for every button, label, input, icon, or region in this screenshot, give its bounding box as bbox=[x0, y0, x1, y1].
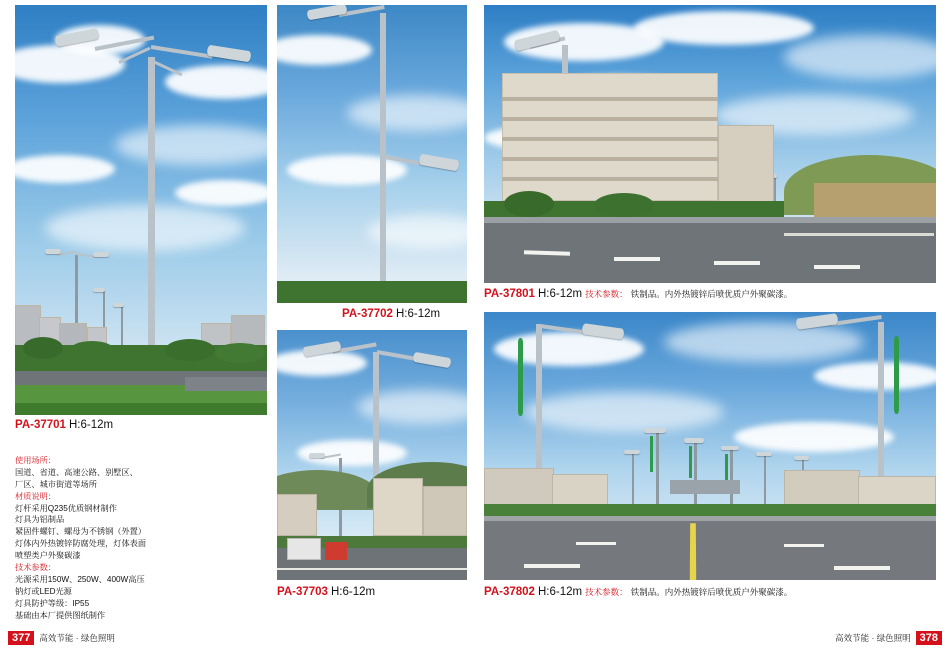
spec-section2-line-0: 灯杆采用Q235优质钢材制作 bbox=[15, 503, 117, 513]
decorative-green-fin-left bbox=[518, 338, 523, 416]
product-size: H:6-12m bbox=[538, 586, 583, 598]
earth-slope bbox=[814, 183, 936, 217]
spec-section2-line-4: 喷塑类户外聚碳漆 bbox=[15, 551, 81, 561]
product-photo-pa-37703 bbox=[277, 330, 467, 580]
vehicle bbox=[287, 538, 321, 560]
page-number-right: 378 bbox=[916, 631, 942, 645]
specification-block bbox=[15, 455, 265, 621]
spec-section1-line-0: 国道、省道、高速公路、别墅区、 bbox=[15, 467, 138, 477]
caption-pa-37702 bbox=[342, 308, 440, 320]
lamp-head-far bbox=[309, 453, 325, 458]
spec-section1-title: 使用场所： bbox=[15, 456, 56, 465]
lamp-head-far bbox=[721, 446, 739, 450]
caption-pa-37701 bbox=[15, 419, 113, 431]
caption-pa-37801 bbox=[484, 288, 792, 300]
building-floor-line bbox=[502, 97, 718, 101]
overpass-sign bbox=[670, 480, 740, 494]
spec-section3-line-1: 钠灯或LED光源 bbox=[15, 586, 72, 596]
product-code: PA-37702 bbox=[342, 308, 393, 320]
hedge bbox=[15, 403, 267, 415]
product-photo-pa-37802 bbox=[484, 312, 936, 580]
product-code: PA-37801 bbox=[484, 288, 535, 300]
building-floor-line bbox=[502, 117, 718, 121]
building bbox=[373, 478, 423, 536]
road-line bbox=[277, 568, 467, 570]
vehicle bbox=[325, 542, 347, 560]
spec-section2-line-1: 灯具为铝制品 bbox=[15, 515, 65, 525]
cloud bbox=[814, 362, 936, 390]
spec-section3-title: 技术参数： bbox=[15, 563, 56, 573]
cloud bbox=[734, 422, 894, 452]
footer-text-left: 高效节能 · 绿色照明 bbox=[39, 632, 115, 643]
lamp-head-far bbox=[756, 452, 772, 456]
product-code: PA-37802 bbox=[484, 586, 535, 598]
road-line bbox=[834, 566, 890, 570]
spec-section1-line-1: 厂区、城市街道等场所 bbox=[15, 479, 97, 489]
building bbox=[718, 125, 774, 203]
product-code: PA-37703 bbox=[277, 586, 328, 598]
tree bbox=[594, 193, 654, 217]
lamp-head-far bbox=[93, 252, 109, 257]
road-far bbox=[185, 377, 267, 391]
spec-section2-line-3: 灯体内外热镀锌防腐处理，灯体表面 bbox=[15, 539, 147, 549]
building-floor-line bbox=[502, 137, 718, 141]
lamp-head-far bbox=[624, 450, 640, 454]
tree-line bbox=[277, 281, 467, 303]
curb bbox=[484, 217, 936, 223]
building bbox=[277, 494, 317, 536]
road-line bbox=[814, 265, 860, 269]
tree bbox=[504, 191, 554, 217]
cloud bbox=[45, 205, 245, 251]
product-size: H:6-12m bbox=[69, 419, 114, 431]
product-photo-pa-37702 bbox=[277, 5, 467, 303]
cloud bbox=[524, 392, 724, 432]
product-photo-pa-37701 bbox=[15, 5, 267, 415]
spec-section2-line-2: 紧固件螺钉、螺母为不锈钢（外置） bbox=[15, 527, 147, 537]
tech-spec-text: 铁制品。内外热镀锌后喷优质户外聚碳漆。 bbox=[630, 289, 793, 299]
cloud bbox=[175, 180, 267, 206]
lamp-head-far bbox=[45, 249, 61, 254]
spec-section3-line-0: 光源采用150W、250W、400W高压 bbox=[15, 574, 145, 584]
caption-pa-37802 bbox=[484, 586, 792, 598]
curb bbox=[484, 516, 936, 521]
cloud bbox=[664, 322, 864, 362]
road-line bbox=[784, 544, 824, 547]
footer-text-right: 高效节能 · 绿色照明 bbox=[835, 632, 911, 643]
road-line bbox=[524, 564, 580, 568]
tree bbox=[215, 343, 265, 363]
spec-section2-title: 材质说明： bbox=[15, 491, 56, 501]
road-line bbox=[784, 233, 934, 236]
decorative-green-fin bbox=[689, 446, 692, 478]
product-size: H:6-12m bbox=[396, 308, 441, 320]
lamp-head-far bbox=[684, 438, 704, 443]
decorative-green-fin bbox=[650, 436, 653, 472]
tech-spec-label: 技术参数： bbox=[585, 587, 628, 597]
lamp-head-far bbox=[794, 456, 809, 460]
building bbox=[423, 486, 467, 536]
spec-section3-line-2: 灯具防护等级：IP55 bbox=[15, 598, 90, 608]
footer-right bbox=[835, 631, 942, 645]
tech-spec-text: 铁制品。内外热镀锌后喷优质户外聚碳漆。 bbox=[630, 587, 793, 597]
product-code: PA-37701 bbox=[15, 419, 66, 431]
product-size: H:6-12m bbox=[331, 586, 376, 598]
lamp-head-far bbox=[644, 428, 666, 433]
road bbox=[484, 516, 936, 580]
road-line bbox=[714, 261, 760, 265]
cloud bbox=[634, 11, 814, 45]
tree bbox=[165, 339, 215, 361]
tech-spec-label: 技术参数： bbox=[585, 289, 628, 299]
decorative-green-fin bbox=[725, 454, 728, 482]
footer-left bbox=[8, 631, 115, 645]
page-number-left: 377 bbox=[8, 631, 34, 645]
caption-pa-37703 bbox=[277, 586, 375, 598]
decorative-green-fin-right bbox=[894, 336, 899, 414]
tree bbox=[23, 337, 63, 359]
road-center-line bbox=[690, 523, 696, 580]
road-line bbox=[576, 542, 616, 545]
product-size: H:6-12m bbox=[538, 288, 583, 300]
lamp-head-far bbox=[113, 303, 124, 307]
building-floor-line bbox=[502, 157, 718, 161]
building-floor-line bbox=[502, 177, 718, 181]
product-photo-pa-37801 bbox=[484, 5, 936, 283]
road-line bbox=[614, 257, 660, 261]
lamp-head-far bbox=[93, 288, 105, 292]
spec-section3-line-3: 基础由本厂提供图纸制作 bbox=[15, 610, 106, 620]
tree bbox=[69, 341, 115, 361]
